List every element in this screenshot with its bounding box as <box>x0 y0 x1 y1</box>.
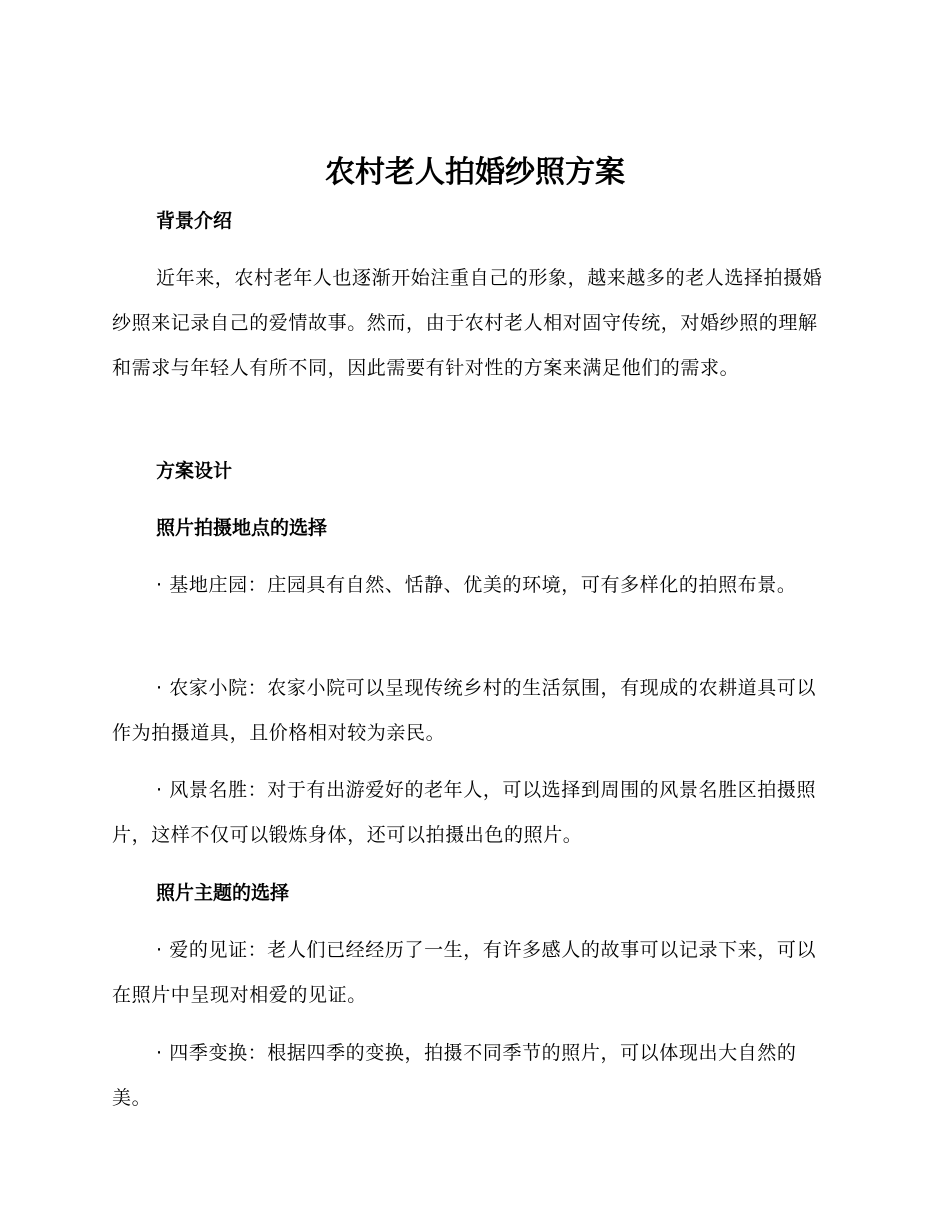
theme-item-love-witness: · 爱的见证：老人们已经经历了一生，有许多感人的故事可以记录下来，可以在照片中呈现对相爱的见证。 <box>112 939 817 1006</box>
subheading-location: 照片拍摄地点的选择 <box>156 517 328 539</box>
theme-item-four-seasons: · 四季变换：根据四季的变换，拍摄不同季节的照片，可以体现出大自然的美。 <box>112 1042 797 1109</box>
location-item-farmyard: · 农家小院：农家小院可以呈现传统乡村的生活氛围，有现成的农耕道具可以作为拍摄道具，且价格相对较为亲民。 <box>112 677 817 744</box>
background-paragraph: 近年来，农村老年人也逐渐开始注重自己的形象，越来越多的老人选择拍摄婚纱照来记录自己的爱情故事。然而，由于农村老人相对固守传统，对婚纱照的理解和需求与年轻人有所不同，因此需要有针对性的方案来满足他们的需求。 <box>112 267 823 379</box>
section-heading-design: 方案设计 <box>156 460 233 482</box>
subheading-theme: 照片主题的选择 <box>156 882 290 904</box>
document-title: 农村老人拍婚纱照方案 <box>325 155 625 190</box>
location-item-scenic: · 风景名胜：对于有出游爱好的老年人，可以选择到周围的风景名胜区拍摄照片，这样不仅可以锻炼身体，还可以拍摄出色的照片。 <box>112 779 817 846</box>
section-heading-background: 背景介绍 <box>156 210 233 232</box>
location-item-estate: · 基地庄园：庄园具有自然、恬静、优美的环境，可有多样化的拍照布景。 <box>156 574 797 596</box>
